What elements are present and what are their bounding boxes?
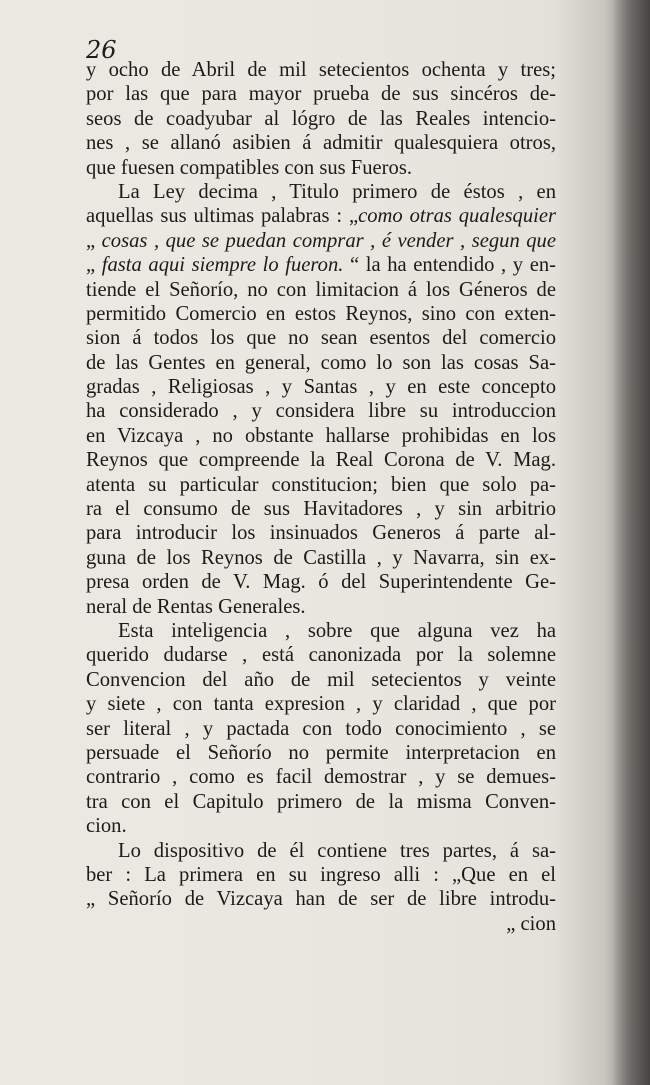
text-line	[86, 912, 556, 936]
line-text: Lo dispositivo de él contiene tres partes, á sa-	[118, 839, 556, 862]
text-line	[86, 668, 556, 692]
text-line	[86, 399, 556, 423]
page-number: 26	[86, 36, 117, 64]
text-line	[86, 887, 556, 911]
line-text: gradas , Religiosas , y Santas , y en este concepto	[86, 376, 556, 399]
line-text: tiende el Señorío, no con limitacion á los Géneros de	[86, 278, 556, 301]
line-text: y siete , con tanta expresion , y claridad , que por	[86, 693, 556, 716]
text-line	[86, 546, 556, 570]
line-text: Reynos que compreende la Real Corona de V. Mag.	[86, 449, 556, 472]
text-line	[86, 521, 556, 545]
text-line	[86, 424, 556, 448]
line-text: contrario , como es facil demostrar , y se demues-	[86, 766, 556, 789]
text-line	[86, 692, 556, 716]
line-text: seos de coadyubar al lógro de las Reales intencio-	[86, 107, 556, 130]
line-text: en Vizcaya , no obstante hallarse prohibidas en los	[86, 424, 556, 447]
text-line	[86, 839, 556, 863]
text-line	[86, 619, 556, 643]
line-text: Esta inteligencia , sobre que alguna vez ha	[118, 619, 556, 642]
line-text: persuade el Señorío no permite interpretacion en	[86, 741, 556, 764]
line-text: ha considerado , y considera libre su introduccion	[86, 400, 556, 423]
line-text: neral de Rentas Generales.	[86, 595, 306, 618]
line-text: nes , se allanó asibien á admitir qualesquiera otros,	[86, 132, 556, 155]
text-line	[86, 58, 556, 82]
line-text: presa orden de V. Mag. ó del Superintendente Ge-	[86, 571, 556, 594]
line-text: para introducir los insinuados Generos á parte al-	[86, 522, 556, 545]
text-line	[86, 814, 556, 838]
text-line	[86, 570, 556, 594]
line-text: ser literal , y pactada con todo conocimiento , se	[86, 717, 556, 740]
text-line	[86, 82, 556, 106]
text-line	[86, 595, 556, 619]
line-text-prefix: „	[86, 254, 102, 277]
line-text-prefix: aquellas sus ultimas palabras : „	[86, 205, 359, 228]
line-text: por las que para mayor prueba de sus sincéros de-	[86, 83, 556, 106]
text-line	[86, 302, 556, 326]
text-line	[86, 765, 556, 789]
text-line	[86, 643, 556, 667]
text-line	[86, 473, 556, 497]
text-line	[86, 741, 556, 765]
line-text: tra con el Capitulo primero de la misma Conven-	[86, 790, 556, 813]
text-line	[86, 278, 556, 302]
text-line	[86, 863, 556, 887]
text-line	[86, 497, 556, 521]
line-text: ber : La primera en su ingreso alli : „Que en el	[86, 863, 556, 886]
line-text: sion á todos los que no sean esentos del comercio	[86, 327, 556, 350]
text-line	[86, 229, 556, 253]
text-line	[86, 131, 556, 155]
body-text	[86, 58, 556, 936]
text-line	[86, 180, 556, 204]
line-text: „ cion	[506, 912, 556, 935]
line-text: ra el consumo de sus Havitadores , y sin arbitrio	[86, 498, 556, 521]
page-gutter-shadow	[612, 0, 650, 1085]
line-text: querido dudarse , está canonizada por la solemne	[86, 644, 556, 667]
text-line	[86, 326, 556, 350]
line-text-suffix: “ la ha entendido , y en-	[343, 254, 556, 277]
line-text-prefix: „	[86, 229, 102, 252]
text-line	[86, 107, 556, 131]
text-line	[86, 448, 556, 472]
line-text: Convencion del año de mil setecientos y veinte	[86, 668, 556, 691]
line-text: cion.	[86, 815, 127, 838]
text-line	[86, 717, 556, 741]
line-text-quote: fasta aqui siempre lo fueron.	[101, 254, 344, 277]
text-line	[86, 375, 556, 399]
text-line	[86, 253, 556, 277]
line-text: y ocho de Abril de mil setecientos ochenta y tres;	[86, 59, 556, 81]
line-text-quote: cosas , que se puedan comprar , é vender , segun que	[101, 229, 556, 252]
line-text: que fuesen compatibles con sus Fueros.	[86, 156, 413, 179]
text-line	[86, 156, 556, 180]
line-text: permitido Comercio en estos Reynos, sino con exten-	[86, 302, 556, 325]
text-line	[86, 351, 556, 375]
line-text: guna de los Reynos de Castilla , y Navarra, sin ex-	[86, 546, 556, 569]
line-text: de las Gentes en general, como lo son las cosas Sa-	[86, 351, 556, 374]
line-text: atenta su particular constitucion; bien que solo pa-	[86, 473, 556, 496]
text-line	[86, 204, 556, 228]
line-text: La Ley decima , Titulo primero de éstos , en	[118, 180, 556, 203]
text-line	[86, 790, 556, 814]
line-text: „ Señorío de Vizcaya han de ser de libre introdu-	[86, 888, 556, 911]
line-text-quote: como otras qualesquier	[358, 205, 556, 228]
